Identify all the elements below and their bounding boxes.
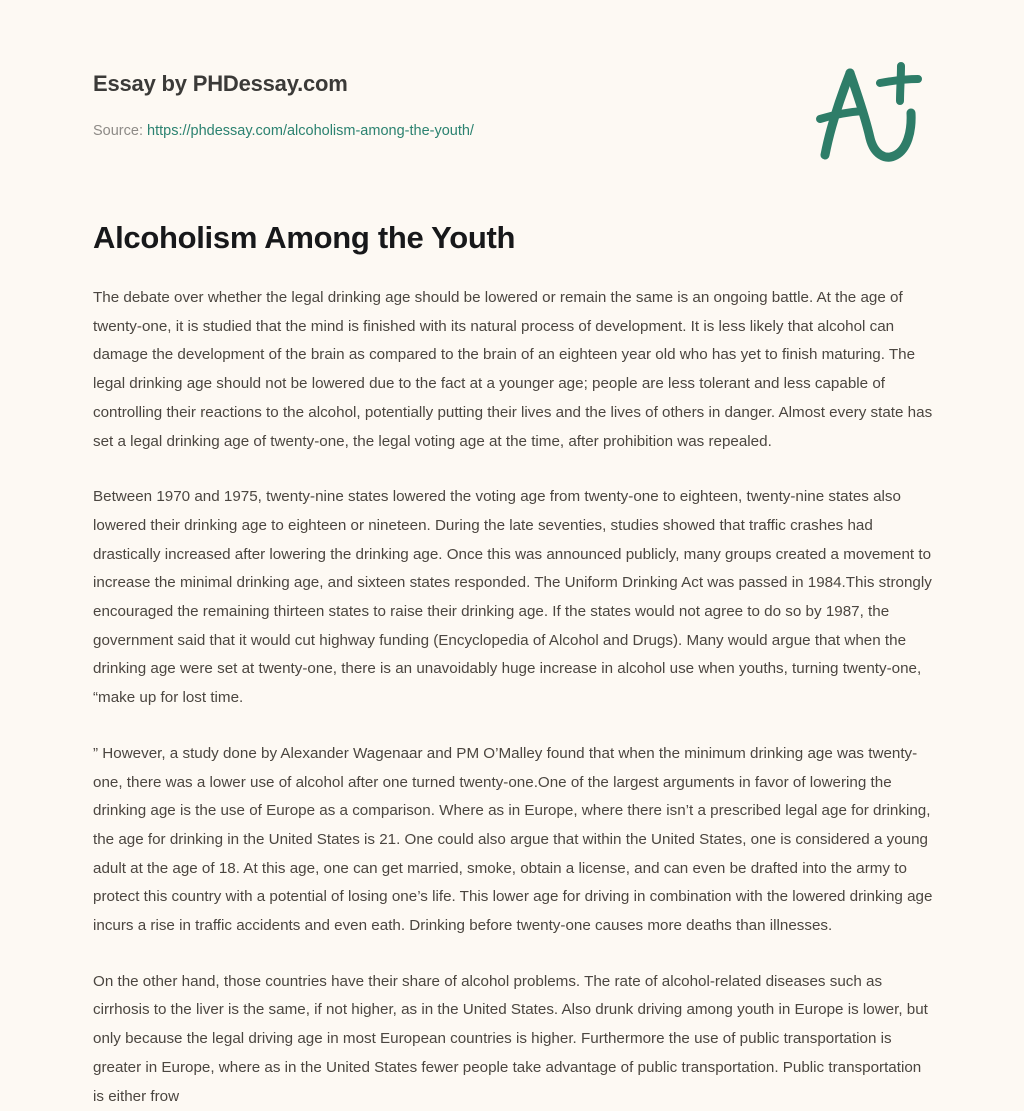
paragraph: On the other hand, those countries have their share of alcohol problems. The rate of alcohol-related diseases such as cirrhosis to the liver is the same, if not higher, as in the United States. Also drunk driving among youth in Europe is lower, but only because the legal driving age in most European countries is higher. Furthermore the use of public transportation is greater in Europe, where as in the United States fewer people take advantage of public transportation. Public transportation is either frow	[93, 972, 928, 1105]
brand-title: Essay by PHDessay.com	[93, 71, 348, 96]
page-header	[0, 0, 1024, 190]
source-attribution	[93, 121, 474, 141]
source-label: Source:	[93, 123, 143, 139]
paragraph: The debate over whether the legal drinking age should be lowered or remain the same is an ongoing battle. At the age of twenty-one, it is studied that the mind is finished with its natural process of development. It is less likely that alcohol can damage the development of the brain as compared to the brain of an eighteen year old who has yet to finish maturing. The legal drinking age should not be lowered due to the fact at a younger age; people are less tolerant and less capable of controlling their reactions to the alcohol, potentially putting their lives and the lives of others in danger. Almost every state has set a legal drinking age of twenty-one, the legal voting age at the time, after prohibition was repealed.	[93, 289, 933, 450]
source-url-link[interactable]: https://phdessay.com/alcoholism-among-the-youth/	[147, 123, 474, 139]
page-title: Alcoholism Among the Youth	[93, 220, 516, 255]
a-plus-logo-icon	[808, 58, 926, 170]
paragraph: Between 1970 and 1975, twenty-nine states lowered the voting age from twenty-one to eighteen, twenty-nine states also lowered their drinking age to eighteen or nineteen. During the late seventies, studies showed that traffic crashes had drastically increased after lowering the drinking age. Once this was announced publicly, many groups created a movement to increase the minimal drinking age, and sixteen states responded. The Uniform Drinking Act was passed in 1984.This strongly encouraged the remaining thirteen states to raise their drinking age. If the states would not agree to do so by 1987, the government said that it would cut highway funding (Encyclopedia of Alcohol and Drugs). Many would argue that when the drinking age were set at twenty-one, there is an unavoidably huge increase in alcohol use when youths, turning twenty-one, “make up for lost time.	[93, 488, 932, 707]
paragraph: ” However, a study done by Alexander Wagenaar and PM O’Malley found that when the minimum drinking age was twenty-one, there was a lower use of alcohol after one turned twenty-one.One of the largest arguments in favor of lowering the drinking age is the use of Europe as a comparison. Where as in Europe, where there isn’t a prescribed legal age for drinking, the age for drinking in the United States is 21. One could also argue that within the United States, one is considered a young adult at the age of 18. At this age, one can get married, smoke, obtain a license, and can even be drafted into the army to protect this country with a potential of losing one’s life. This lower age for driving in combination with the lowered drinking age incurs a rise in traffic accidents and even eath. Drinking before twenty-one causes more deaths than illnesses.	[93, 744, 933, 935]
article-container	[93, 218, 933, 1111]
article-body	[93, 284, 933, 1111]
